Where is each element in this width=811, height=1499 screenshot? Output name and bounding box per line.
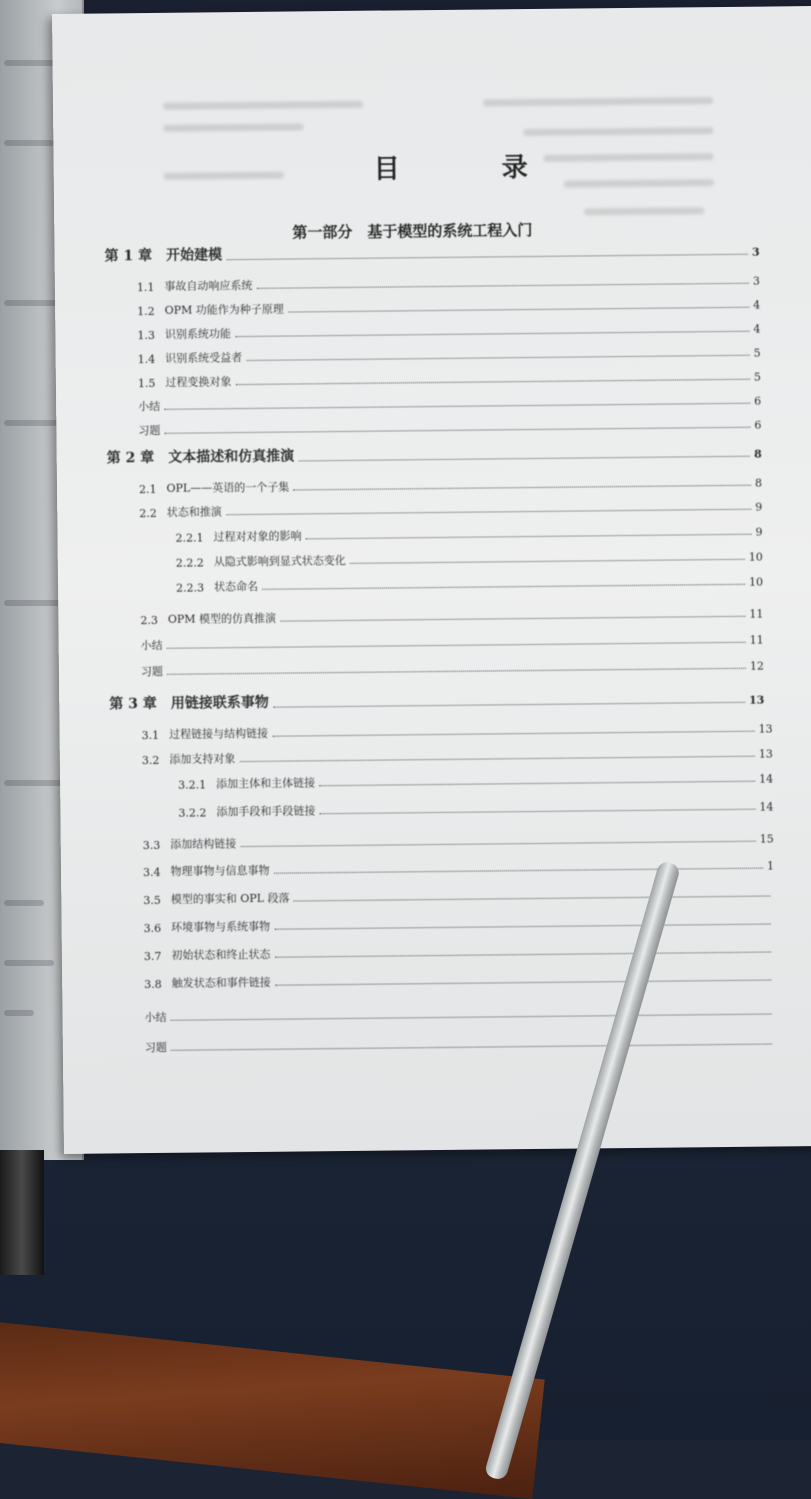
- entry-number: 3.3: [142, 838, 161, 853]
- entry-number: 2.2.1: [175, 531, 204, 545]
- entry-title: 小结: [138, 399, 161, 414]
- entry-title: OPM 模型的仿真推演: [167, 611, 277, 626]
- summary-entry: [141, 657, 764, 680]
- dot-leader: [298, 456, 750, 462]
- entry-title: 用链接联系事物: [170, 694, 269, 712]
- section-entry: [138, 344, 761, 367]
- subsection-entry: [175, 523, 762, 545]
- entry-title: 添加主体和主体链接: [216, 776, 316, 791]
- page-number: 6: [754, 394, 762, 408]
- dot-leader: [294, 896, 771, 902]
- page-number: 12: [749, 659, 764, 673]
- entry-number: 3.1: [141, 728, 160, 743]
- entry-title: 习题: [144, 1040, 167, 1055]
- page-number: 8: [753, 447, 762, 461]
- section-entry: [144, 968, 775, 991]
- entry-title: 过程链接与结构链接: [169, 726, 269, 741]
- page-number: 1: [766, 859, 775, 873]
- entry-number: 2.2.3: [176, 581, 205, 595]
- part-heading: 第一部分 基于模型的系统工程入门: [292, 220, 533, 242]
- entry-number: 第 2 章: [106, 449, 155, 467]
- subsection-entry: [178, 798, 773, 820]
- entry-title: 习题: [140, 664, 164, 679]
- entry-title: 状态命名: [213, 579, 259, 594]
- section-entry: [144, 940, 775, 963]
- page-number: 3: [751, 245, 760, 259]
- dot-leader: [171, 1014, 772, 1021]
- entry-title: 识别系统功能: [164, 327, 231, 341]
- entry-number: 3.2.1: [178, 778, 207, 792]
- dot-leader: [274, 924, 770, 930]
- section-entry: [142, 720, 773, 743]
- summary-entry: [138, 392, 761, 415]
- toc-list: [52, 6, 811, 1154]
- dot-leader: [239, 756, 754, 762]
- dot-leader: [246, 355, 749, 361]
- entry-number: 2.2.2: [175, 556, 204, 570]
- page-number: 11: [749, 607, 764, 621]
- dot-leader: [262, 584, 745, 590]
- entry-title: 环境事物与系统事物: [171, 919, 271, 934]
- dot-leader: [293, 485, 751, 491]
- entry-title: 添加手段和手段链接: [216, 804, 316, 819]
- section-entry: [137, 296, 760, 319]
- dot-leader: [235, 331, 749, 337]
- entry-title: OPL——英语的一个子集: [166, 480, 290, 495]
- page-number: 9: [755, 500, 763, 514]
- dot-leader: [226, 254, 748, 260]
- section-entry: [139, 474, 762, 497]
- entry-number: 3.7: [143, 949, 162, 964]
- page-number: 15: [759, 832, 774, 846]
- entry-number: 1.1: [136, 280, 155, 295]
- section-entry: [137, 272, 760, 295]
- dot-leader: [226, 509, 751, 516]
- entry-number: 3.2.2: [178, 806, 207, 820]
- dot-leader: [256, 283, 748, 289]
- entry-title: 小结: [140, 638, 163, 653]
- entry-number: 2.2: [139, 506, 157, 521]
- page-number: 10: [748, 550, 763, 564]
- page-number: 11: [749, 633, 764, 647]
- summary-entry: [145, 1032, 776, 1055]
- entry-title: 模型的事实和 OPL 段落: [170, 891, 290, 906]
- section-entry: [143, 829, 774, 852]
- entry-title: 过程对对象的影响: [213, 529, 302, 544]
- entry-title: 添加结构链接: [170, 837, 237, 851]
- section-entry: [137, 320, 760, 343]
- dot-leader: [167, 668, 746, 675]
- dot-leader: [274, 868, 763, 874]
- chapter-entry: [104, 239, 759, 266]
- entry-number: 1.5: [137, 376, 156, 391]
- entry-number: 3.6: [143, 921, 162, 936]
- page-number: 4: [753, 298, 761, 312]
- entry-number: 1.2: [137, 304, 155, 319]
- page-number: 3: [752, 274, 760, 288]
- page-number: 14: [759, 800, 774, 814]
- entry-title: 初始状态和终止状态: [171, 947, 271, 962]
- chapter-entry: [107, 441, 762, 468]
- entry-title: 习题: [138, 423, 161, 438]
- summary-entry: [144, 1002, 775, 1025]
- dot-leader: [350, 559, 745, 564]
- entry-number: 2.1: [138, 482, 157, 497]
- dot-leader: [275, 980, 771, 986]
- page-number: 5: [753, 346, 761, 360]
- subsection-entry: [176, 573, 763, 595]
- subsection-entry: [176, 548, 763, 570]
- dot-leader: [164, 403, 750, 410]
- entry-number: 第 1 章: [104, 247, 153, 265]
- page-number: 4: [753, 322, 761, 336]
- dot-leader: [274, 952, 770, 958]
- dot-leader: [306, 534, 752, 540]
- page-number: 5: [753, 370, 761, 384]
- entry-title: 触发状态和事件链接: [171, 975, 271, 990]
- dot-leader: [167, 642, 746, 649]
- section-entry: [144, 912, 775, 935]
- summary-entry: [141, 631, 764, 654]
- page-number: 8: [754, 476, 763, 490]
- entry-title: 文本描述和仿真推演: [168, 448, 295, 466]
- dot-leader: [272, 731, 754, 737]
- entry-title: 识别系统受益者: [165, 351, 243, 365]
- entry-title: 从隐式影响到显式状态变化: [213, 553, 346, 569]
- dot-leader: [273, 702, 745, 708]
- toc-page: [52, 6, 811, 1154]
- section-entry: [140, 605, 763, 628]
- section-entry: [143, 856, 774, 879]
- entry-number: 3.2: [141, 753, 160, 768]
- book-spine: [0, 1150, 44, 1275]
- chapter-entry: [109, 687, 764, 714]
- toc-title: 目 录: [373, 152, 566, 185]
- entry-title: 添加支持对象: [169, 752, 236, 766]
- entry-number: 3.5: [143, 893, 161, 908]
- dot-leader: [280, 616, 745, 622]
- entry-title: 物理事物与信息事物: [170, 863, 270, 878]
- section-entry: [142, 745, 773, 768]
- dot-leader: [319, 781, 755, 787]
- entry-number: 1.4: [137, 352, 156, 367]
- subsection-entry: [178, 770, 773, 792]
- entry-number: 第 3 章: [109, 695, 157, 713]
- dot-leader: [288, 307, 749, 313]
- page-number: 13: [758, 722, 773, 736]
- dot-leader: [164, 427, 750, 434]
- section-entry: [139, 498, 762, 521]
- section-entry: [143, 884, 774, 907]
- entry-title: OPM 功能作为种子原理: [164, 302, 284, 317]
- entry-title: 小结: [144, 1010, 167, 1025]
- dot-leader: [171, 1044, 772, 1051]
- entry-number: 2.3: [140, 613, 158, 628]
- page-number: 13: [748, 693, 765, 707]
- entry-title: 事故自动响应系统: [164, 278, 253, 293]
- page-number: 10: [748, 575, 764, 589]
- page-number: 6: [754, 418, 762, 432]
- summary-entry: [138, 416, 761, 439]
- page-number: 13: [758, 747, 773, 761]
- entry-title: 开始建模: [166, 247, 223, 264]
- page-number: 14: [759, 772, 774, 786]
- page-number: 9: [755, 525, 763, 539]
- section-entry: [138, 368, 761, 391]
- dot-leader: [240, 841, 755, 847]
- entry-title: 状态和推演: [166, 505, 222, 519]
- dot-leader: [235, 379, 749, 385]
- entry-number: 1.3: [137, 328, 155, 343]
- entry-number: 3.8: [144, 977, 162, 992]
- entry-number: 3.4: [142, 865, 161, 880]
- entry-title: 过程变换对象: [165, 375, 232, 389]
- dot-leader: [319, 809, 755, 815]
